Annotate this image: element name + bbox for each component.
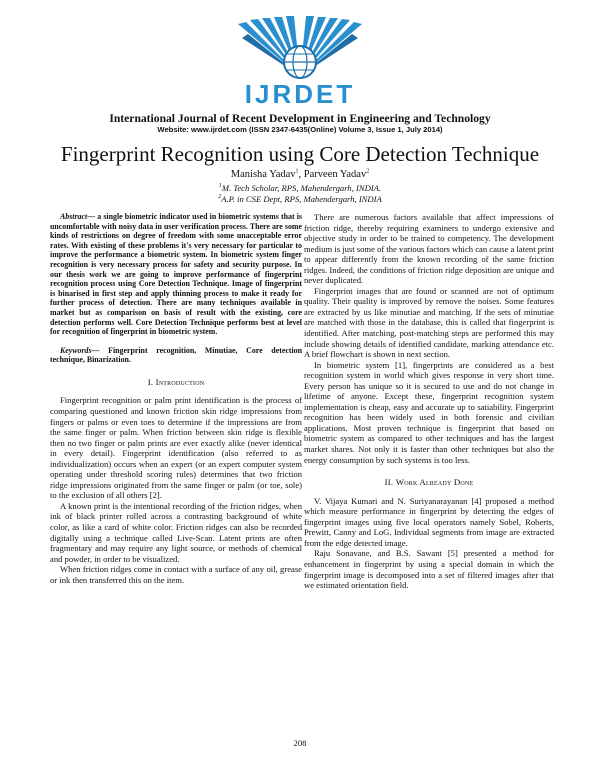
affiliation-text: M. Tech Scholar, RPS, Mahendergarh, INDIA. (221, 183, 382, 193)
paragraph: When friction ridges come in contact with a surface of any oil, grease or ink then transferred this on the item. (50, 564, 302, 585)
section-heading (50, 377, 302, 388)
affiliation (20, 183, 580, 193)
journal-title: International Journal of Recent Development in Engineering and Technology (109, 112, 491, 125)
paragraph: Fingerprint images that are found or scanned are not of optimum quality. Their quality is improved by remove the noises. Some features are extracted by us like minutiae and matching. If the sets of minutiae are matched with those in the database, this is called that fingerprint is identified. After matching, post-matching steps are performed this may include showing details of identified candidate, marking attendance etc. A brief flowchart is shown in next section. (304, 285, 554, 360)
logo-text: IJRDET (244, 79, 356, 109)
paragraph: Fingerprint recognition or palm print identification is the process of comparing questioned and known friction skin ridge impressions from fingers or palms or even toes to determine if the impressions are from the same finger or palm. When friction between skin ridge is flexible then no two finger or palm prints are ever exactly alike (never identical in every detail). Fingerprint identification (also referred to as individualization) occurs when an expert (or an expert computer system operating under threshold scoring rules) determines that two friction ridge impressions originated from the same finger or palm (or toe, sole) to the exclusion of all others [2]. (50, 395, 302, 501)
author-superscript: 1 (295, 168, 299, 175)
affiliation (20, 194, 580, 204)
author-superscript: 2 (366, 168, 370, 175)
paragraph: A known print is the intentional recording of the friction ridges, when ink of black printer rolled across a contrasting background of white color, as like a card of white color. Friction ridges can also be recorded digitally using a technique called Live-Scan. Latent prints are often fragmentary and may require any light source, or methods of chemical and powder, in order to be visualized. (50, 500, 302, 564)
author-separator: , (298, 169, 304, 180)
abstract-text: — a single biometric indicator used in biometric systems that is uncomfortable with noisy data in user verification process. There are some kinds of restrictions on degree of freedom with some unacceptable error rates. With existing of these problems it's very necessary for particular to improve the performance a biometric system. In biometric system finger recognition is very necessary process for safety and security purpose. In our thesis work we are going to improve performance of fingerprint recognition process using Core Detection Technique. Image of fingerprint is binarised in first step and apply thinning process to make it ready for further process of detection. There are many techniques available in market but as comparison on basis of result with the existing, core detection performs well. Core Detection Technique performs best at level for recognition of fingerprint in biometric system. (50, 212, 302, 337)
section-heading (304, 477, 554, 488)
author-name: Manisha Yadav (230, 169, 296, 180)
section-title: Work Already Done (395, 477, 474, 488)
affiliation-text: A.P. in CSE Dept, RPS, Mahendergarh, INDIA (221, 194, 382, 204)
paper-title: Fingerprint Recognition using Core Detection Technique (60, 142, 540, 166)
section-title: Introduction (155, 376, 205, 387)
section-numeral: I. (147, 376, 156, 387)
paragraph: In biometric system [1], fingerprints are considered as a best recognition system in world which gives response in very short time. Every person has unique so it is secured to use and do not change in lifetime of anyone. Except these, fingerprint recognition system implementation is cheap, easy and accurate up to satiability. Fingerprint recognition has been widely used in both forensic and civilian applications. Most proven technique is fingerprint that based on biometric system as compared to other techniques and has the largest market shares. Not only it is faster than other techniques but also the energy consumption by such systems is too less. (304, 359, 554, 465)
affiliation-superscript: 1 (218, 183, 222, 190)
author-line (20, 168, 580, 181)
paragraph: V. Vijaya Kumari and N. Suriyanarayanan [4] proposed a method which measure performance in fingerprint by detecting the edges of fingerprint images using five local operators namely Sobel, Roberts, Prewitt, Canny and LoG. Individual segments from image are extracted from the edge detected image. (304, 495, 554, 548)
left-column (50, 212, 302, 585)
keywords-label: Keywords (60, 345, 92, 355)
affiliation-superscript: 2 (218, 194, 222, 201)
right-column (304, 212, 554, 591)
abstract-label: Abstract (60, 212, 88, 221)
abstract (50, 212, 302, 337)
page-number: 208 (293, 738, 307, 748)
journal-subtitle: Website: www.ijrdet.com (ISSN 2347-6435(Online) Volume 3, Issue 1, July 2014) (157, 125, 443, 134)
journal-logo (232, 16, 368, 108)
globe-wings-icon (232, 16, 368, 82)
section-numeral: II. (384, 477, 396, 488)
paragraph: Raju Sonavane, and B.S. Sawant [5] presented a method for enhancement in fingerprint by using a special domain in which the fingerprint image is decomposed into a set of filtered images after that we estimated orientation field. (304, 548, 554, 591)
keywords-text: — Fingerprint recognition, Minutiae, Core detection technique, Binarization. (50, 345, 302, 365)
paragraph: There are numerous factors available that affect impressions of friction ridge, thereby requiring examiners to undergo extensive and objective study in order to be trained to competency. The development medium is just some of the various factors which can cause a latent print to appear differently from the known recording of the same friction ridges. Indeed, the conditions of friction ridge deposition are unique and never duplicated. (304, 212, 554, 286)
author-name: Parveen Yadav (303, 169, 367, 180)
keywords (50, 346, 302, 365)
